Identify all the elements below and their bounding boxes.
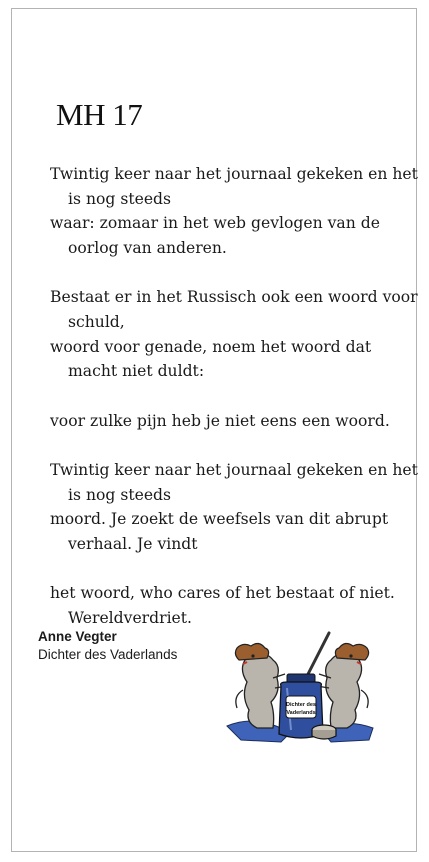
poem-line: Twintig keer naar het journaal gekeken en het is nog steeds <box>50 165 418 208</box>
poem-line: Twintig keer naar het journaal gekeken en het is nog steeds <box>50 460 418 504</box>
ink-lid-icon <box>312 725 336 739</box>
dichter-des-vaderlands-emblem <box>221 630 381 748</box>
poem-body <box>50 162 422 655</box>
emblem-label-line-1: Dichter des <box>286 702 316 708</box>
stanza-1 <box>50 162 422 261</box>
stanza-5 <box>50 581 422 630</box>
poem-line: Bestaat er in het Russisch ook een woord voor schuld, <box>50 288 418 332</box>
poem-line: voor zulke pijn heb je niet eens een woord. <box>50 411 390 430</box>
poem-line: moord. Je zoekt de weefsels van dit abrupt verhaal. Je vindt <box>50 510 389 553</box>
author-name: Anne Vegter <box>38 629 117 644</box>
author-role: Dichter des Vaderlands <box>38 647 178 662</box>
author-credit <box>38 628 177 664</box>
stanza-3 <box>50 409 422 434</box>
poem-line: het woord, who cares of het bestaat of niet. Wereldverdriet. <box>50 584 395 627</box>
right-lion-icon <box>317 643 369 728</box>
poem-line: waar: zomaar in het web gevlogen van de oorlog van anderen. <box>50 214 380 258</box>
emblem-label-line-2: Vaderlands <box>286 710 316 716</box>
poem-line: woord voor genade, noem het woord dat macht niet duldt: <box>50 337 372 381</box>
poem-title: MH 17 <box>56 97 143 132</box>
emblem-label <box>286 696 316 718</box>
stanza-2 <box>50 285 422 384</box>
stanza-4 <box>50 458 422 557</box>
